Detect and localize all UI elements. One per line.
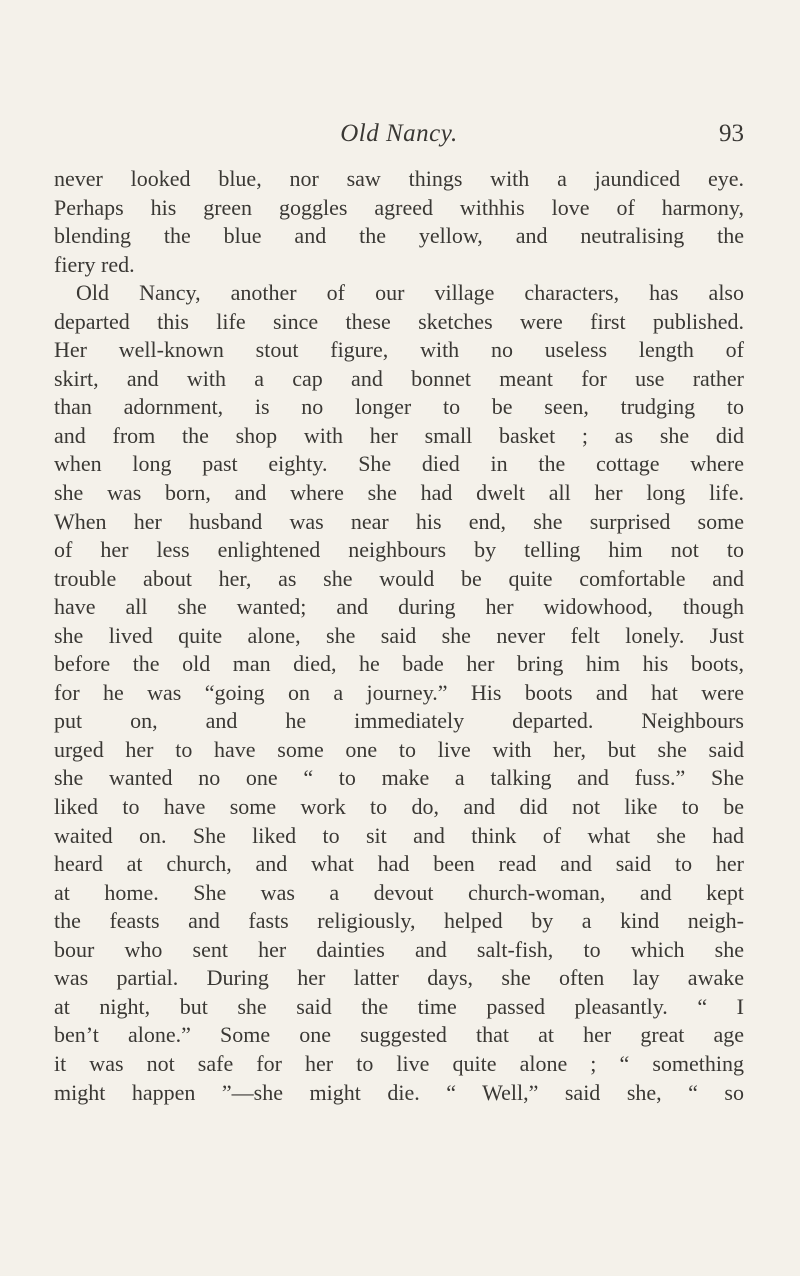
running-title: Old Nancy. bbox=[340, 120, 458, 147]
text-line: she wanted no one “ to make a talking and fuss.” She bbox=[54, 765, 744, 791]
text-line: never looked blue, nor saw things with a jaundiced eye. bbox=[54, 166, 744, 191]
text-line: and from the shop with her small basket ; as she did bbox=[54, 422, 744, 448]
text-line: blending the blue and the yellow, and neutralising the bbox=[54, 223, 744, 249]
text-line: when long past eighty. She died in the cottage where bbox=[54, 451, 744, 477]
text-line: waited on. She liked to sit and think of what she had bbox=[54, 822, 744, 848]
text-line: the feasts and fasts religiously, helped by a kind neigh- bbox=[54, 908, 744, 934]
page-number: 93 bbox=[719, 120, 744, 147]
text-line: bour who sent her dainties and salt-fish, to which she bbox=[54, 936, 744, 962]
text-line: it was not safe for her to live quite alone ; “ something bbox=[54, 1050, 744, 1076]
text-line: before the old man died, he bade her bring him his boots, bbox=[54, 651, 744, 677]
text-line: she was born, and where she had dwelt all her long life. bbox=[54, 480, 744, 506]
text-line: put on, and he immediately departed. Neighbours bbox=[54, 708, 744, 734]
text-line: heard at church, and what had been read and said to her bbox=[54, 851, 744, 877]
text-line: departed this life since these sketches were first published. bbox=[54, 308, 744, 334]
body-text bbox=[54, 165, 744, 1107]
text-line: When her husband was near his end, she surprised some bbox=[54, 508, 744, 534]
text-line: Perhaps his green goggles agreed withhis love of harmony, bbox=[54, 194, 744, 220]
text-line: ben’t alone.” Some one suggested that at her great age bbox=[54, 1022, 744, 1048]
page-header bbox=[54, 120, 744, 160]
text-line: at night, but she said the time passed pleasantly. “ I bbox=[54, 993, 744, 1019]
text-line: for he was “going on a journey.” His boots and hat were bbox=[54, 679, 744, 705]
text-line: skirt, and with a cap and bonnet meant for use rather bbox=[54, 365, 744, 391]
text-line: urged her to have some one to live with her, but she said bbox=[54, 736, 744, 762]
text-line: she lived quite alone, she said she never felt lonely. Just bbox=[54, 622, 744, 648]
text-line: than adornment, is no longer to be seen, trudging to bbox=[54, 394, 744, 420]
text-line: have all she wanted; and during her widowhood, though bbox=[54, 594, 744, 620]
text-line: fiery red. bbox=[54, 251, 135, 277]
text-line: Her well-known stout figure, with no useless length of bbox=[54, 337, 744, 363]
text-line: was partial. During her latter days, she often lay awake bbox=[54, 965, 744, 991]
text-line: of her less enlightened neighbours by telling him not to bbox=[54, 537, 744, 563]
text-line: Old Nancy, another of our village characters, has also bbox=[76, 280, 744, 306]
text-line: liked to have some work to do, and did not like to be bbox=[54, 794, 744, 820]
text-line: trouble about her, as she would be quite comfortable and bbox=[54, 565, 744, 591]
text-line: might happen ”—she might die. “ Well,” said she, “ so bbox=[54, 1079, 744, 1105]
text-line: at home. She was a devout church-woman, and kept bbox=[54, 879, 744, 905]
